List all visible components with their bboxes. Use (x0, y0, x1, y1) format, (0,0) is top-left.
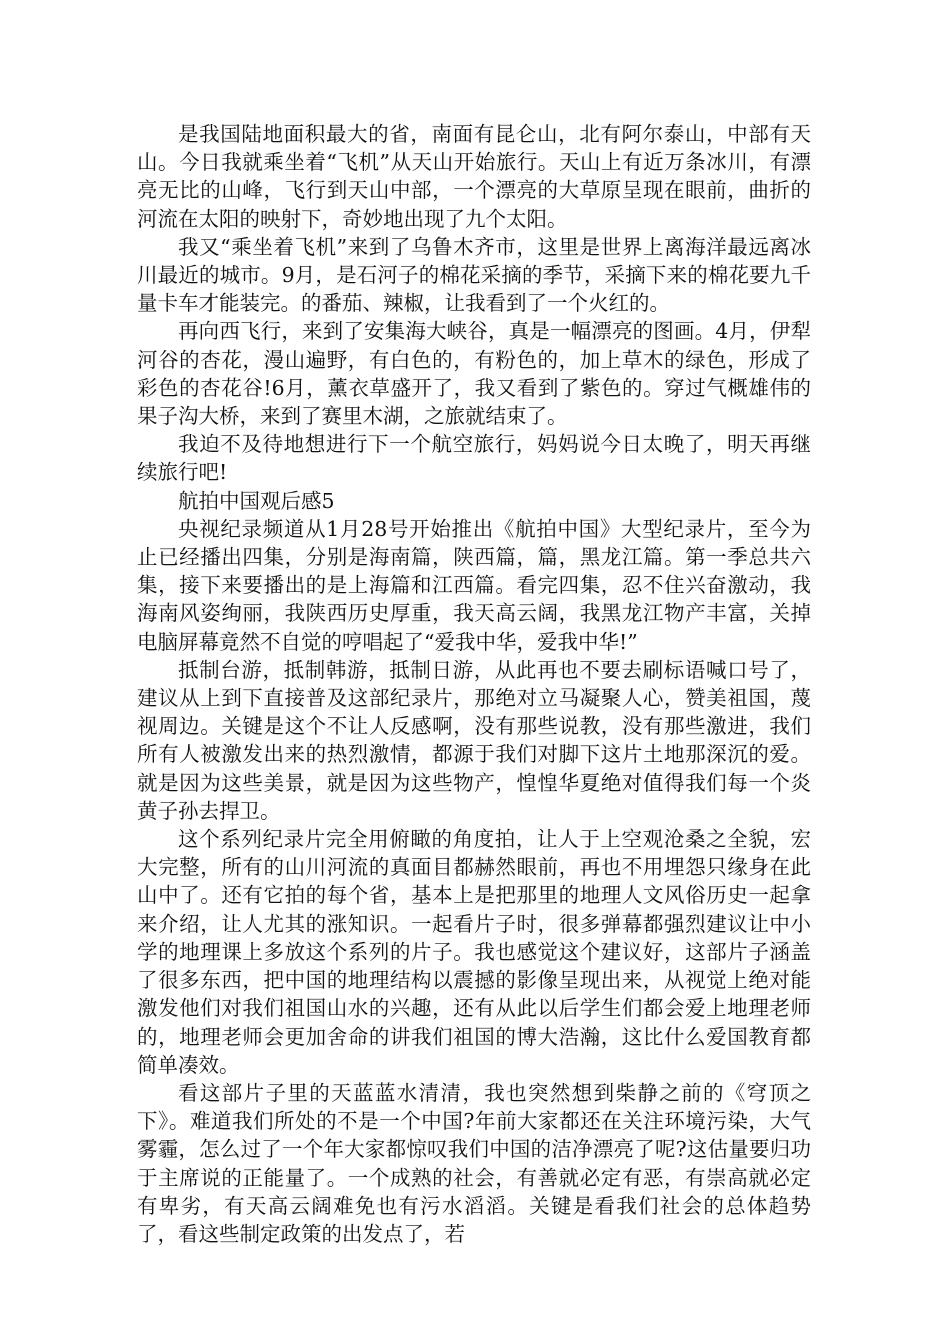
paragraph-boycott: 抵制台游，抵制韩游，抵制日游，从此再也不要去刷标语喊口号了，建议从上到下直接普及这部纪录片，那绝对立马凝聚人心，赞美祖国，蔑视周边。关键是这个不让人反感啊，没有那些说教，没有那些激进，我们所有人被激发出来的热烈激情，都源于我们对脚下这片土地那深沉的爱。就是因为这些美景，就是因为这些物产，惶惶华夏绝对值得我们每一个炎黄子孙去捍卫。 (137, 657, 811, 823)
paragraph-next-trip: 我迫不及待地想进行下一个航空旅行，妈妈说今日太晚了，明天再继续旅行吧! (137, 432, 811, 485)
paragraph-aerial-view: 这个系列纪录片完全用俯瞰的角度拍，让人于上空观沧桑之全貌，宏大完整，所有的山川河流的真面目都赫然眼前，再也不用埋怨只缘身在此山中了。还有它拍的每个省，基本上是把那里的地理人文风俗历史一起拿来介绍，让人尤其的涨知识。一起看片子时，很多弹幕都强烈建议让中小学的地理课上多放这个系列的片子。我也感觉这个建议好，这部片子涵盖了很多东西，把中国的地理结构以震撼的影像呈现出来，从视觉上绝对能激发他们对我们祖国山水的兴趣，还有从此以后学生们都会爱上地理老师的，地理老师会更加舍命的讲我们祖国的博大浩瀚，这比什么爱国教育都简单凑效。 (137, 827, 811, 1077)
document-page (137, 120, 811, 1248)
paragraph-xinjiang-intro: 是我国陆地面积最大的省，南面有昆仑山，北有阿尔泰山，中部有天山。今日我就乘坐着“飞机”从天山开始旅行。天山上有近万条冰川，有漂亮无比的山峰，飞行到天山中部，一个漂亮的大草原呈现在眼前，曲折的河流在太阳的映射下，奇妙地出现了九个太阳。 (137, 122, 811, 231)
section-heading: 航拍中国观后感5 (178, 488, 335, 513)
paragraph-urumqi: 我又“乘坐着飞机”来到了乌鲁木齐市，这里是世界上离海洋最远离冰川最近的城市。9月，是石河子的棉花采摘的季节，采摘下来的棉花要九千量卡车才能装完。的番茄、辣椒，让我看到了一个火红的。 (137, 234, 811, 316)
paragraph-westward-flight: 再向西飞行，来到了安集海大峡谷，真是一幅漂亮的图画。4月，伊犁河谷的杏花，漫山遍野，有白色的，有粉色的，加上草木的绿色，形成了彩色的杏花谷!6月，薰衣草盛开了，我又看到了紫色的。穿过气概雄伟的果子沟大桥，来到了赛里木湖，之旅就结束了。 (137, 319, 811, 429)
paragraph-blue-sky: 看这部片子里的天蓝蓝水清清，我也突然想到柴静之前的《穹顶之下》。难道我们所处的不是一个中国?年前大家都还在关注环境污染，大气雾霾，怎么过了一个年大家都惊叹我们中国的洁净漂亮了呢?这估量要归功于主席说的正能量了。一个成熟的社会，有善就必定有恶，有崇高就必定有卑劣，有天高云阔难免也有污水滔滔。关键是看我们社会的总体趋势了，看这些制定政策的出发点了，若 (137, 1080, 811, 1246)
paragraph-documentary-intro: 央视纪录频道从1月28号开始推出《航拍中国》大型纪录片，至今为止已经播出四集，分别是海南篇，陕西篇，篇，黑龙江篇。第一季总共六集，接下来要播出的是上海篇和江西篇。看完四集，忍不住兴奋激动，我海南风姿绚丽，我陕西历史厚重，我天高云阔，我黑龙江物产丰富，关掉电脑屏幕竟然不自觉的哼唱起了“爱我中华，爱我中华!” (137, 516, 811, 654)
